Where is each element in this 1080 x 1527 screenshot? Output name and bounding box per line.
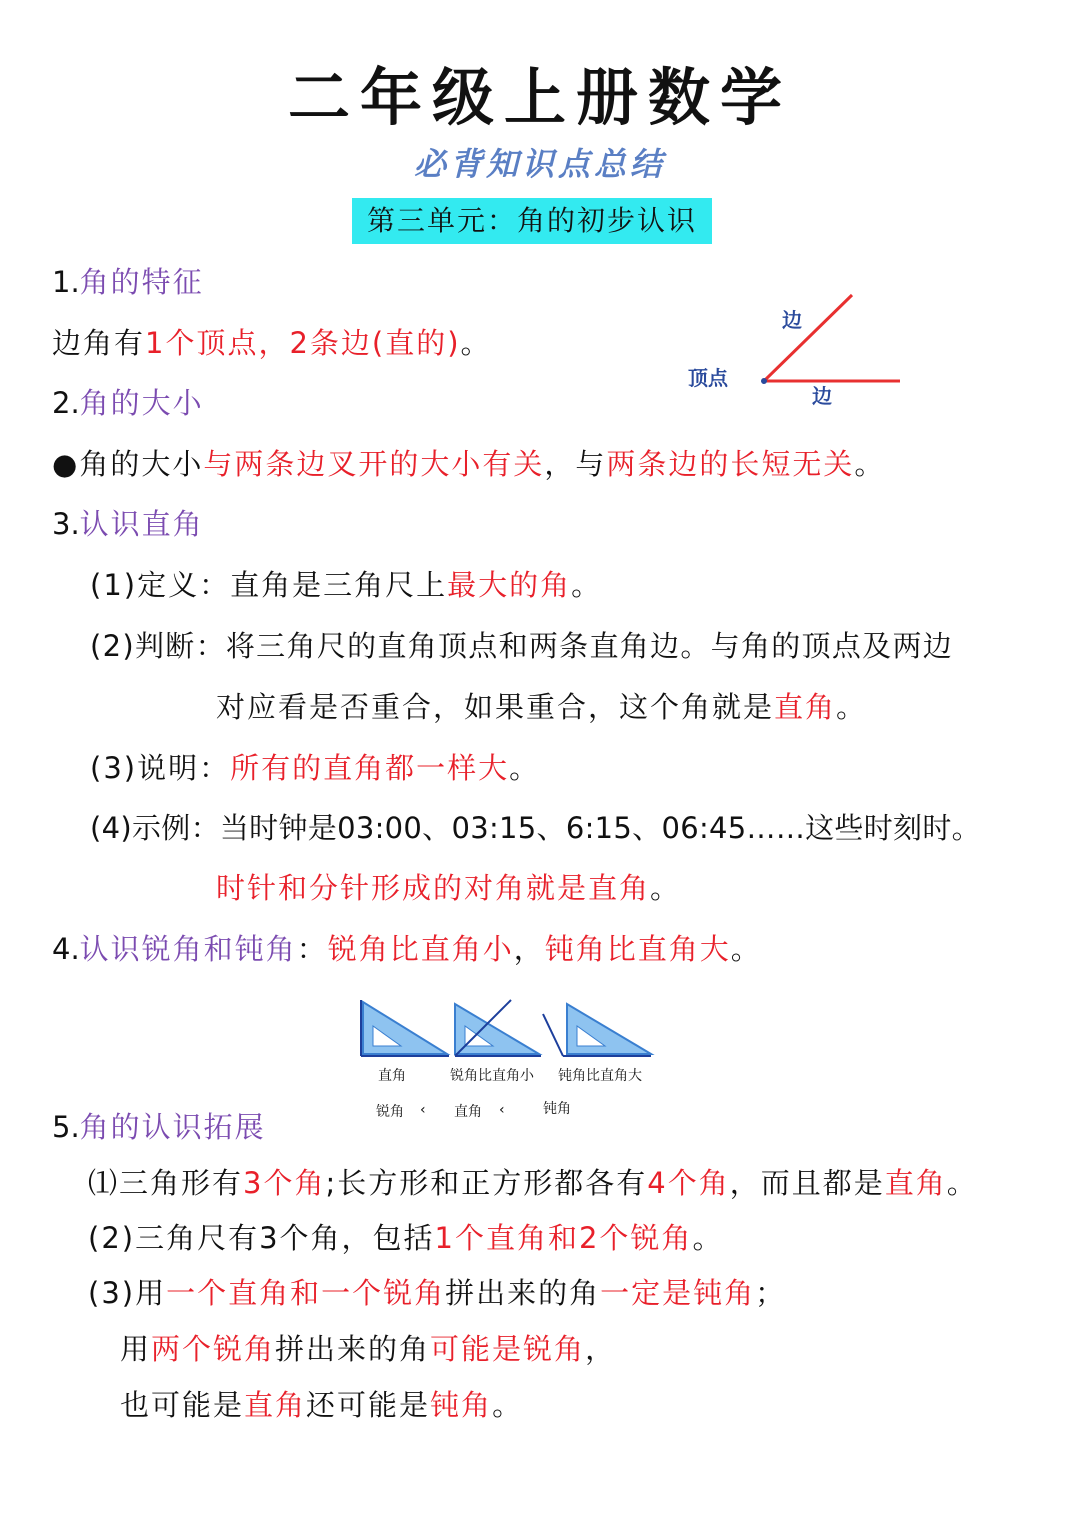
triangle-label-acute: 锐角比直角小 xyxy=(450,1068,534,1084)
section-5-item-3-cont-2: 也可能是直角还可能是钝角。 xyxy=(120,1388,524,1422)
label-side-bottom: 边 xyxy=(812,384,832,408)
compare-obtuse: 钝角 xyxy=(543,1101,571,1117)
section-3-item-2: (2)判断：将三角尺的直角顶点和两条直角边。与角的顶点及两边 xyxy=(90,629,954,663)
compare-acute: 锐角 xyxy=(376,1104,404,1120)
triangle-label-right: 直角 xyxy=(378,1068,406,1084)
label-vertex: 顶点 xyxy=(688,366,728,390)
compare-right: 直角 xyxy=(454,1104,482,1120)
section-2-heading: 2.角的大小 xyxy=(52,386,204,420)
section-3-item-1: (1)定义：直角是三角尺上最大的角。 xyxy=(90,568,603,602)
angle-diagram xyxy=(680,285,910,415)
angle-side-top xyxy=(764,295,852,381)
triangle-label-obtuse: 钝角比直角大 xyxy=(558,1068,642,1084)
section-5-item-2: (2)三角尺有3个角，包括1个直角和2个锐角。 xyxy=(88,1221,724,1255)
angle-vertex-dot xyxy=(761,378,767,384)
section-4-heading: 4.认识锐角和钝角：锐角比直角小，钝角比直角大。 xyxy=(52,932,762,966)
triangle-right-angle xyxy=(361,1000,449,1056)
section-3-item-4: (4)示例：当时钟是03:00、03:15、6:15、06:45……这些时刻时。 xyxy=(90,811,981,845)
section-5-heading: 5.角的认识拓展 xyxy=(52,1110,266,1144)
page-subtitle: 必背知识点总结 xyxy=(413,145,666,183)
compare-less-1: ‹ xyxy=(420,1102,426,1118)
section-5-item-3-cont-1: 用两个锐角拼出来的角可能是锐角， xyxy=(120,1332,617,1366)
section-3-item-4-cont: 时针和分针形成的对角就是直角。 xyxy=(216,871,682,905)
section-1-text: 边角有1个顶点，2条边(直的)。 xyxy=(52,326,492,360)
section-5-item-3: (3)用一个直角和一个锐角拼出来的角一定是钝角； xyxy=(88,1276,787,1310)
triangle-figures xyxy=(355,996,655,1060)
section-3-item-3: (3)说明：所有的直角都一样大。 xyxy=(90,751,541,785)
section-5-item-1: ⑴三角形有3个角;长方形和正方形都各有4个角，而且都是直角。 xyxy=(88,1166,978,1200)
section-3-item-2-cont: 对应看是否重合，如果重合，这个角就是直角。 xyxy=(216,690,868,724)
section-2-text: ●角的大小与两条边叉开的大小有关，与两条边的长短无关。 xyxy=(52,447,886,481)
compare-less-2: ‹ xyxy=(499,1102,505,1118)
unit-banner: 第三单元：角的初步认识 xyxy=(352,198,712,244)
page-title: 二年级上册数学 xyxy=(287,61,792,134)
label-side-top: 边 xyxy=(782,308,802,332)
triangle-obtuse-angle xyxy=(543,1004,651,1056)
triangle-acute-angle xyxy=(455,1000,541,1056)
section-3-heading: 3.认识直角 xyxy=(52,507,204,541)
section-1-heading: 1.角的特征 xyxy=(52,265,204,299)
